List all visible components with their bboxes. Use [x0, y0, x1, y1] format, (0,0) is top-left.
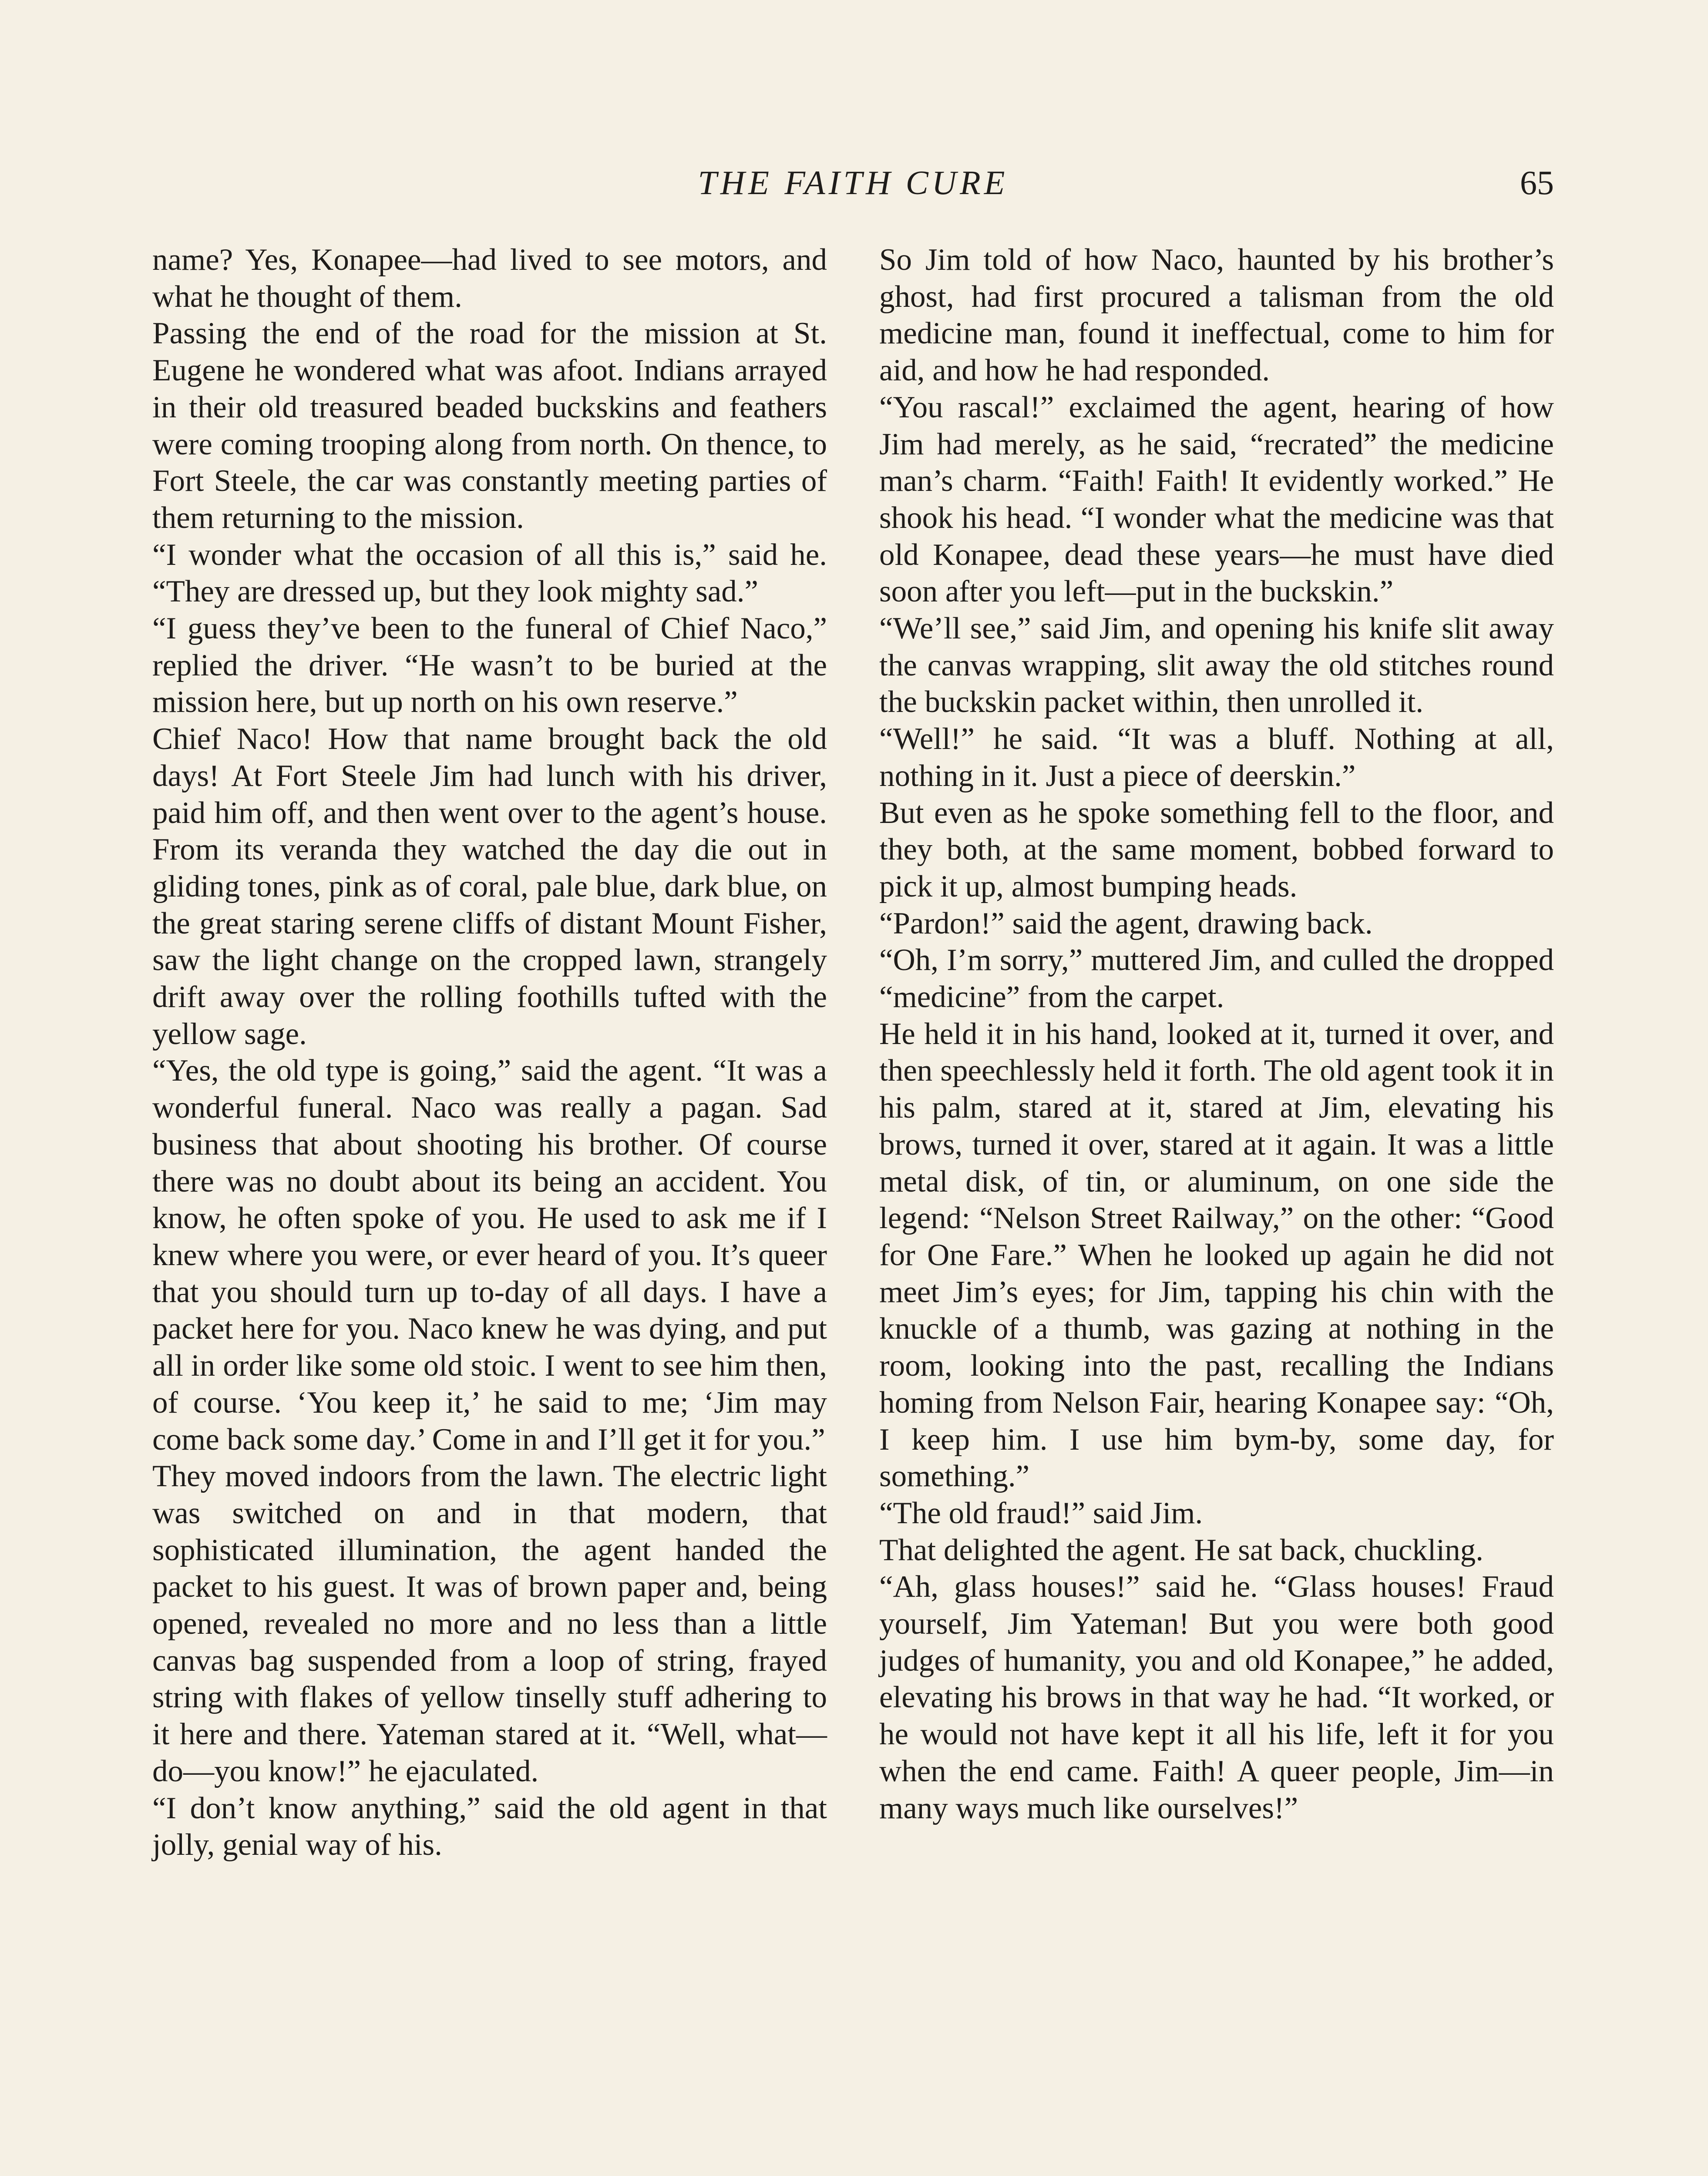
paragraph: “I wonder what the occasion of all this is,” said he. “They are dressed up, but they look mighty sad.”: [152, 537, 827, 609]
paragraph: “You rascal!” exclaimed the agent, hearing of how Jim had merely, as he said, “recrated” the medicine man’s charm. “Faith! Faith! It evidently worked.” He shook his head. “I wonder what the medicine was that old Konapee, dead these years—he must have died soon after you left—put in the buckskin.”: [879, 390, 1554, 609]
paragraph: “Pardon!” said the agent, drawing back.: [879, 906, 1373, 940]
paragraph: So Jim told of how Naco, haunted by his brother’s ghost, had first procured a talisman from the old medicine man, found it ineffectual, come to him for aid, and how he had responded.: [879, 243, 1554, 388]
right-text-column: [879, 242, 1554, 1827]
paragraph: “We’ll see,” said Jim, and opening his knife slit away the canvas wrapping, slit away the old stitches round the buckskin packet within, then unrolled it.: [879, 611, 1554, 719]
paragraph: He held it in his hand, looked at it, turned it over, and then speechlessly held it forth. The old agent took it in his palm, stared at it, stared at Jim, elevating his brows, turned it over, stared at it again. It was a little metal disk, of tin, or aluminum, on one side the legend: “Nelson Street Railway,” on the other: “Good for One Fare.” When he looked up again he did not meet Jim’s eyes; for Jim, tapping his chin with the knuckle of a thumb, was gazing at nothing in the room, looking into the past, recalling the Indians homing from Nelson Fair, hearing Konapee say: “Oh, I keep him. I use him bym-by, some day, for something.”: [879, 1017, 1554, 1494]
paragraph: That delighted the agent. He sat back, chuckling.: [879, 1533, 1483, 1567]
paragraph: “Oh, I’m sorry,” muttered Jim, and culled the dropped “medicine” from the carpet.: [879, 943, 1554, 1014]
paragraph: “Yes, the old type is going,” said the agent. “It was a wonderful funeral. Naco was really a pagan. Sad business that about shooting his brother. Of course there was no doubt about its being an accident. You know, he often spoke of you. He used to ask me if I knew where you were, or ever heard of you. It’s queer that you should turn up to-day of all days. I have a packet here for you. Naco knew he was dying, and put all in order like some old stoic. I went to see him then, of course. ‘You keep it,’ he said to me; ‘Jim may come back some day.’ Come in and I’ll get it for you.”: [152, 1054, 827, 1457]
left-text-column: [152, 242, 827, 1864]
paragraph: But even as he spoke something fell to the floor, and they both, at the same moment, bobbed forward to pick it up, almost bumping heads.: [879, 796, 1554, 903]
running-title: THE FAITH CURE: [698, 164, 1009, 201]
paragraph: Chief Naco! How that name brought back the old days! At Fort Steele Jim had lunch with his driver, paid him off, and then went over to the agent’s house. From its veranda they watched the day die out in gliding tones, pink as of coral, pale blue, dark blue, on the great staring serene cliffs of distant Mount Fisher, saw the light change on the cropped lawn, strangely drift away over the rolling foothills tufted with the yellow sage.: [152, 722, 827, 1051]
paragraph: “Well!” he said. “It was a bluff. Nothing at all, nothing in it. Just a piece of deerskin.”: [879, 722, 1554, 793]
paragraph: They moved indoors from the lawn. The electric light was switched on and in that modern, that sophisticated illumination, the agent handed the packet to his guest. It was of brown paper and, being opened, revealed no more and no less than a little canvas bag suspended from a loop of string, frayed string with flakes of yellow tinselly stuff adhering to it here and there. Yateman stared at it. “Well, what—do—you know!” he ejaculated.: [152, 1459, 827, 1788]
paragraph: Passing the end of the road for the mission at St. Eugene he wondered what was afoot. Indians arrayed in their old treasured beaded buckskins and feathers were coming trooping along from north. On thence, to Fort Steele, the car was constantly meeting parties of them returning to the mission.: [152, 316, 827, 535]
paragraph: name? Yes, Konapee—had lived to see motors, and what he thought of them.: [152, 243, 827, 314]
page-header: [152, 163, 1554, 211]
paragraph: “Ah, glass houses!” said he. “Glass houses! Fraud yourself, Jim Yateman! But you were both good judges of humanity, you and old Konapee,” he added, elevating his brows in that way he had. “It worked, or he would not have kept it all his life, left it for you when the end came. Faith! A queer people, Jim—in many ways much like ourselves!”: [879, 1570, 1554, 1825]
page-number: 65: [1520, 164, 1554, 201]
paragraph: “The old fraud!” said Jim.: [879, 1496, 1203, 1530]
paragraph: “I don’t know anything,” said the old agent in that jolly, genial way of his.: [152, 1791, 827, 1862]
paragraph: “I guess they’ve been to the funeral of Chief Naco,” replied the driver. “He wasn’t to be buried at the mission here, but up north on his own reserve.”: [152, 611, 827, 719]
